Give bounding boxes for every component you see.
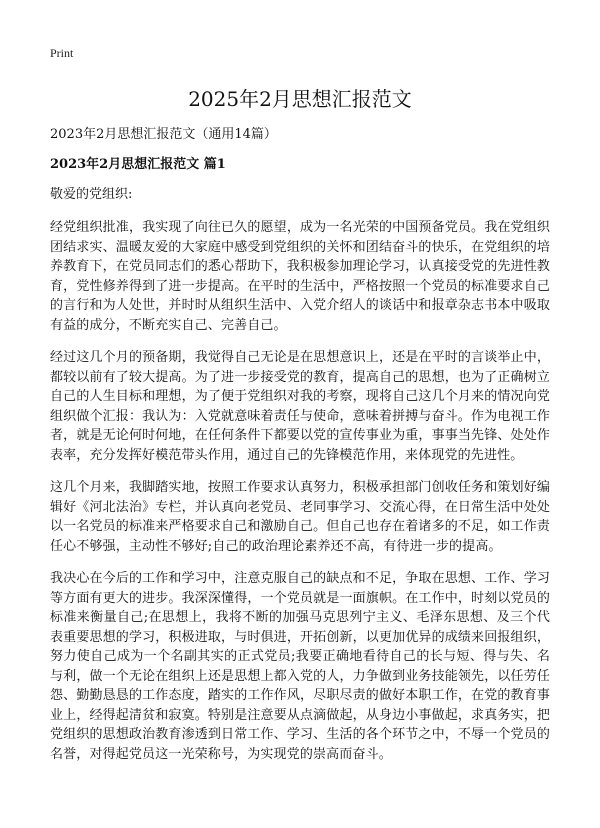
- body-paragraph: 经过这几个月的预备期，我觉得自己无论是在思想意识上，还是在平时的言谈举止中，都较以前有了较大提高。为了进一步接受党的教育，提高自己的思想，也为了正确树立自己的人生目标和理想，为了便于党组织对我的考察，现将自己这几个月来的情况向党组织做个汇报：我认为：入党就意味着责任与使命，意味着拼搏与奋斗。作为电视工作者，就是无论何时何地，在任何条件下都要以党的宣传事业为重，事事当先锋、处处作表率，充分发挥好模范带头作用，通过自己的先锋模范作用，来体现党的先进性。: [50, 350, 550, 463]
- section-heading: 2023年2月思想汇报范文 篇1: [50, 157, 226, 172]
- salutation: 敬爱的党组织:: [50, 187, 133, 202]
- print-label: Print: [50, 46, 74, 60]
- document-title: 2025年2月思想汇报范文: [188, 87, 412, 111]
- body-paragraph: 这几个月来，我脚踏实地，按照工作要求认真努力，积极承担部门创收任务和策划好编辑好《河北法治》专栏，并认真向老党员、老同事学习、交流心得，在日常生活中处处以一名党员的标准来严格要求自己和激励自己。但自己也存在着诸多的不足，如工作责任心不够强，主动性不够好;自己的政治理论素养还不高，有待进一步的提高。: [50, 480, 550, 554]
- body-paragraph: 我决心在今后的工作和学习中，注意克服自己的缺点和不足，争取在思想、工作、学习等方面有更大的进步。我深深懂得，一个党员就是一面旗帜。在工作中，时刻以党员的标准来衡量自己;在思想上，我将不断的加强马克思列宁主义、毛泽东思想、及三个代表重要思想的学习，积极进取，与时俱进，开拓创新，以更加优异的成绩来回报组织，努力使自己成为一个名副其实的正式党员;我要正确地看待自己的长与短、得与失、名与利，做一个无论在组织上还是思想上都入党的人，力争做到业务技能领先，以任劳任怨、勤勤恳恳的工作态度，踏实的工作作风，尽职尽责的做好本职工作，在党的教育事业上，经得起清贫和寂寞。特别是注意要从点滴做起，从身边小事做起，求真务实，把党组织的思想政治教育渗透到日常工作、学习、生活的各个环节之中，不辱一个党员的名誉，对得起党员这一光荣称号，为实现党的崇高而奋斗。: [50, 571, 550, 762]
- document-subtitle: 2023年2月思想汇报范文（通用14篇）: [50, 127, 277, 142]
- body-paragraph: 经党组织批准，我实现了向往已久的愿望，成为一名光荣的中国预备党员。我在党组织团结求实、温暖友爱的大家庭中感受到党组织的关怀和团结奋斗的快乐，在党组织的培养教育下，在党员同志们的悉心帮助下，我积极参加理论学习，认真接受党的先进性教育，党性修养得到了进一步提高。在平时的生活中，严格按照一个党员的标准要求自己的言行和为人处世，并时时从组织生活中、入党介绍人的谈话中和报章杂志书本中吸取有益的成分，不断充实自己、完善自己。: [50, 220, 550, 333]
